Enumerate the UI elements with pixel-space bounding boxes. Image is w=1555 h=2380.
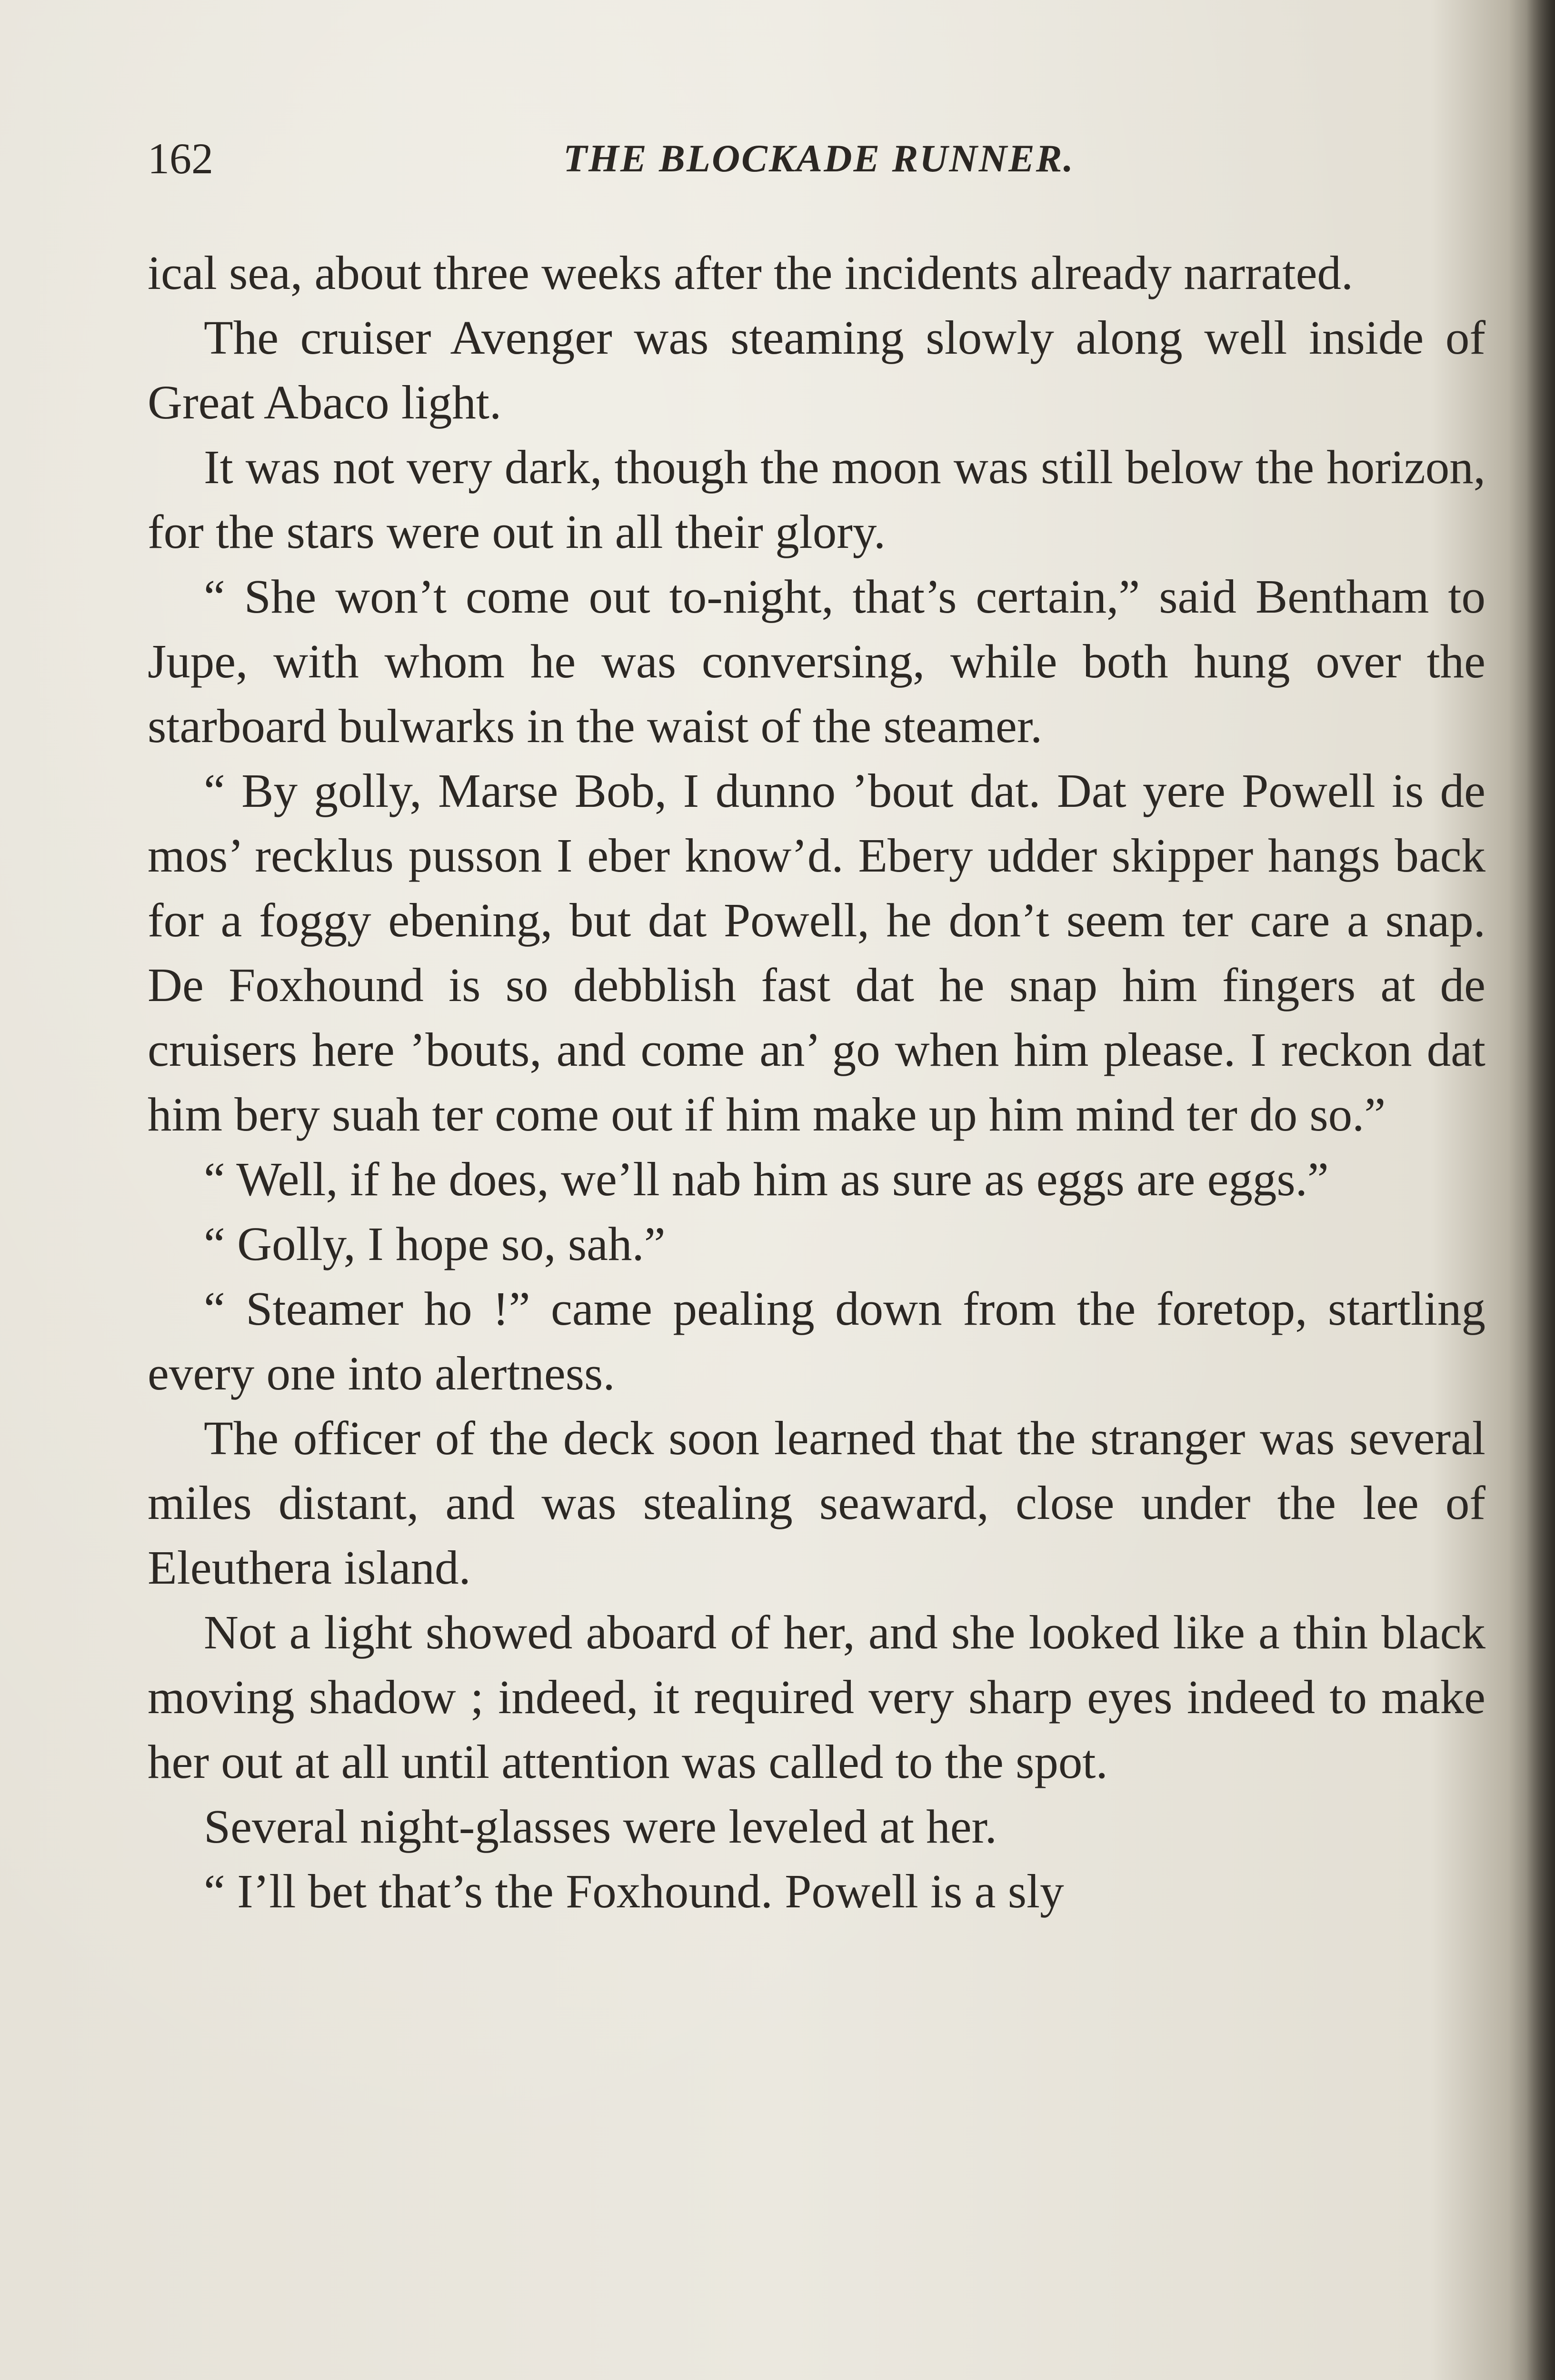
body-text [148,240,1485,1924]
paragraph: “ Well, if he does, we’ll nab him as sure as eggs are eggs.” [204,1152,1329,1206]
paragraph: It was not very dark, though the moon was still below the horizon, for the stars were out in all their glory. [148,440,1485,558]
paragraph: The cruiser Avenger was steaming slowly along well inside of Great Abaco light. [148,311,1485,429]
paragraph: ical sea, about three weeks after the incidents already narrated. [148,246,1354,299]
paragraph: “ Golly, I hope so, sah.” [204,1217,666,1270]
paragraph: “ Steamer ho !” came pealing down from the foretop, startling every one into alertness. [148,1282,1485,1400]
running-title: THE BLOCKADE RUNNER. [563,137,1075,180]
paragraph: Several night-glasses were leveled at her. [204,1800,997,1853]
paragraph: “ I’ll bet that’s the Foxhound. Powell is a sly [204,1864,1064,1918]
page-edge-shadow [1526,0,1555,2380]
page-header [148,128,1490,189]
paragraph: “ By golly, Marse Bob, I dunno ’bout dat. Dat yere Powell is de mos’ recklus pusson I eber know’d. Ebery udder skipper hangs back for a foggy ebening, but dat Powell, he don’t seem ter care a snap. De Foxhound is so debblish fast dat he snap him fingers at de cruisers here ’bouts, and come an’ go when him please. I reckon dat him bery suah ter come out if him make up him mind ter do so.” [148,764,1485,1141]
paragraph: Not a light showed aboard of her, and she looked like a thin black moving shadow ; indeed, it required very sharp eyes indeed to make her out at all until attention was called to the spot. [148,1606,1485,1788]
paragraph: “ She won’t come out to-night, that’s certain,” said Bentham to Jupe, with whom he was conversing, while both hung over the starboard bulwarks in the waist of the steamer. [148,570,1485,753]
paragraph: The officer of the deck soon learned that the stranger was several miles distant, and was stealing seaward, close under the lee of Eleuthera island. [148,1411,1485,1594]
page-number: 162 [148,134,213,183]
